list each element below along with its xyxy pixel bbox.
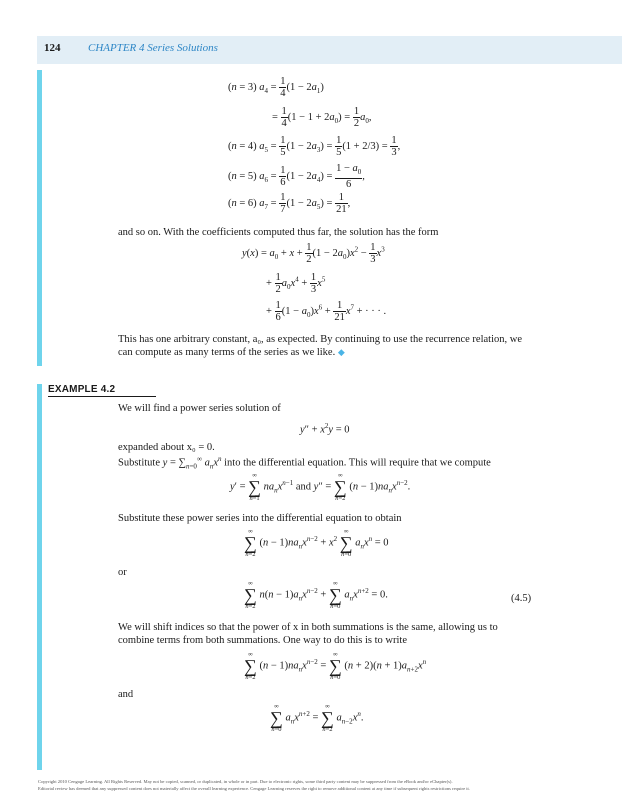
equation-a4-simplified: = $\frac{1}{4}$ $(1 - 1 + 2a_0)$ = $\frac{1}{2}$ $a_0$, xyxy=(272,106,372,129)
equation-shift-second: ∞ ∑ n=0 $a_nx^{n+2}$ = ∞ ∑ n=2 $a_{n-2}x^n$. xyxy=(270,703,364,733)
margin-accent-bar-example xyxy=(37,384,42,770)
end-of-example-marker-icon: ◆ xyxy=(337,347,345,357)
copyright-line-2: Editorial review has deemed that any suppressed content does not materially affect the overall learning experience. Cengage Learning reserves the right to remove additional content at any time if subsequent rights restrictions require it. xyxy=(38,786,470,791)
equation-a6: (n = 5) $a_6$ = $\frac{1}{6}$ $(1 - 2a_4)$ = $\frac{1 - a_0}{6}$ , xyxy=(228,163,365,191)
paragraph-arbitrary-line-1: This has one arbitrary constant, a₀, as expected. By continuing to use the recurrence relation, we xyxy=(118,334,522,345)
copyright-line-1: Copyright 2010 Cengage Learning. All Rights Reserved. May not be copied, scanned, or duplicated, in whole or in part. Due to electronic rights, some third party content may be suppressed from the eBook and/or eChapter(s). xyxy=(38,779,453,784)
paragraph-find-solution: We will find a power series solution of xyxy=(118,403,281,414)
margin-accent-bar xyxy=(37,70,42,366)
paragraph-and: and xyxy=(118,689,134,700)
paragraph-shift-line-1: We will shift indices so that the power of x in both summations is the same, allowing us to xyxy=(118,622,498,633)
example-title-rule xyxy=(48,396,156,397)
solution-line-3: + $\frac{1}{6}$ $(1 - a_0)x^6$ + $\frac{1}{21}$ $x^7$ + · · · . xyxy=(266,300,387,323)
paragraph-shift-line-2: combine terms from both summations. One way to do this is to write xyxy=(118,635,408,646)
equation-number: (4.5) xyxy=(511,593,532,604)
paragraph-arbitrary-line-2 xyxy=(118,346,345,359)
paragraph-expanded: expanded about x₀ = 0. xyxy=(118,442,215,453)
paragraph-substitute-power-series: Substitute these power series into the differential equation to obtain xyxy=(118,513,402,524)
equation-ode: $y'' + x^2y = 0$ xyxy=(300,422,350,436)
chapter-title: CHAPTER 4 Series Solutions xyxy=(88,42,218,54)
equation-4-5: ∞ ∑ n=2 $n(n - 1)a_nx^{n-2}$ + ∞ ∑ n=0 $a_nx^{n+2} = 0$. xyxy=(244,580,388,610)
paragraph-and-so-on: and so on. With the coefficients computed thus far, the solution has the form xyxy=(118,227,439,238)
solution-line-2: + $\frac{1}{2}$ $a_0x^4$ + $\frac{1}{3}$ $x^5$ xyxy=(266,272,326,295)
paragraph-arbitrary-text: can compute as many terms of the series as we like. xyxy=(118,347,336,358)
equation-substituted: ∞ ∑ n=2 $(n - 1)na_nx^{n-2} + x^2$ ∞ ∑ n=0 $a_nx^n = 0$ xyxy=(244,528,389,558)
paragraph-or: or xyxy=(118,567,127,578)
paragraph-substitute-text: into the differential equation. This will require that we compute xyxy=(224,457,491,469)
equation-a4: (n = 3) $a_4$ = $\frac{1}{4}$ $(1 - 2a_1)$ xyxy=(228,76,324,99)
example-title: EXAMPLE 4.2 xyxy=(48,384,116,395)
equation-shift-first: ∞ ∑ n=2 $(n - 1)na_nx^{n-2}$ = ∞ ∑ n=0 $(n + 2)(n + 1)a_{n+2}x^n$ xyxy=(244,651,427,681)
equation-a7: (n = 6) $a_7$ = $\frac{1}{7}$ $(1 - 2a_5)$ = $\frac{1}{21}$ , xyxy=(228,192,351,215)
paragraph-substitute: Substitute $y = \sum_{n=0}^\infty$ $a_nx^n$ into the differential equation. This will require that we compute xyxy=(118,455,491,471)
page-number: 124 xyxy=(44,42,61,54)
solution-line-1: $y(x) = a_0 + x$ + $\frac{1}{2}$ $(1 - 2a_0)x^2$ − $\frac{1}{3}$ $x^3$ xyxy=(242,242,385,265)
equation-derivatives: y′ = ∞ ∑ n=1 $na_nx^{n-1}$ and y″ = ∞ ∑ n=2 $(n - 1)na_nx^{n-2}$. xyxy=(230,472,411,502)
equation-a5: (n = 4) $a_5$ = $\frac{1}{5}$ $(1 - 2a_3)$ = $\frac{1}{5}$ (1 + 2/3) = $\frac{1}{3}$ , xyxy=(228,135,401,158)
